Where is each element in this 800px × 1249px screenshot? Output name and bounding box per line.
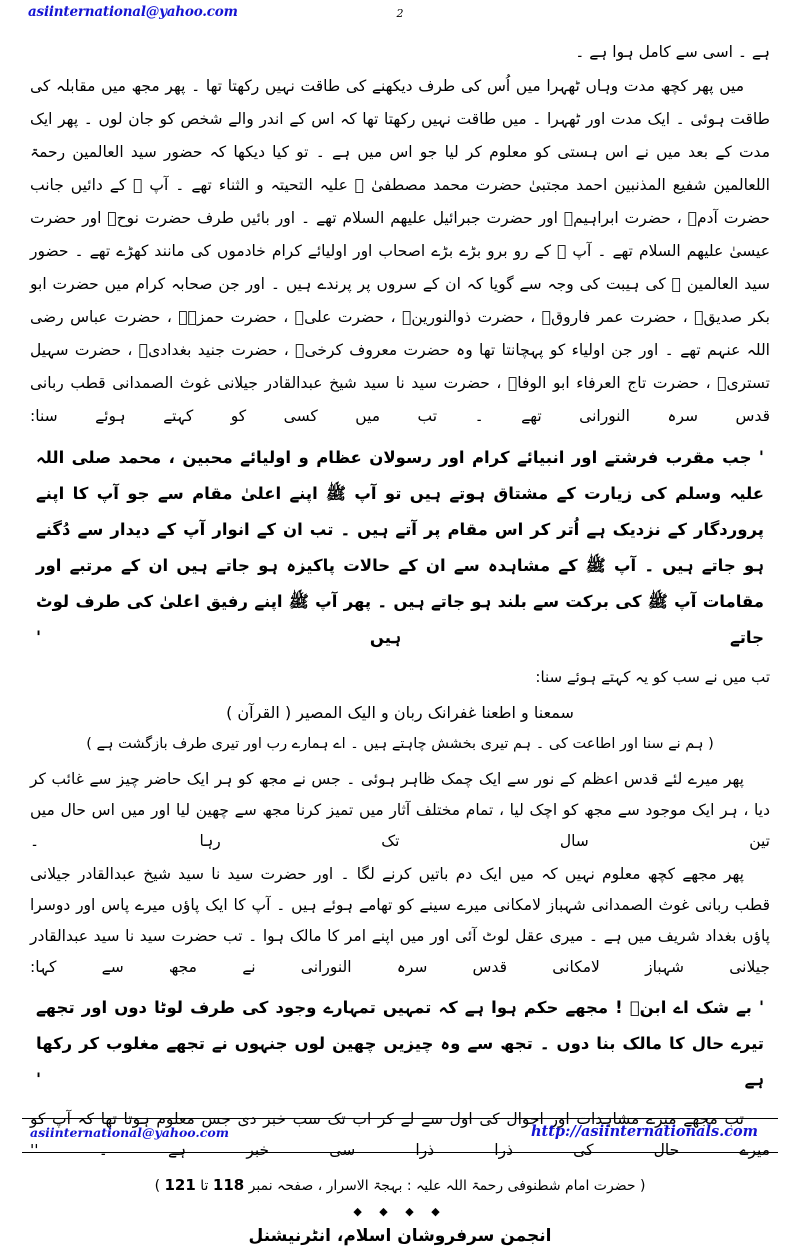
body-paragraph-1: میں پھر کچھ مدت وہاں ٹھہرا میں اُس کی طرف دیکھنے کی طاقت نہیں رکھتا تھا ۔ پھر مجھ میں مقابلہ کی طاقت ہوئی ۔ ایک مدت اور ٹھہرا ۔ میں طاقت نہیں رکھتا تھا کہ اس کے اندر والے شخص کو جان لوں ۔ پھر ایک مدت کے بعد میں نے اس ہستی کو معلوم کر لیا جو اس میں ہے ۔ تو کیا دیکھا کہ حضور سید العالمین رحمۃ اللعالمین شفیع المذنبین احمد مجتبیٰ حضرت محمد مصطفیٰ ﷺ علیہ التحیتہ و الثناء تھے ۔ آپ ﷺ کے دائیں جانب حضرت آدمؑ ، حضرت ابراہیمؑ اور حضرت جبرائیل علیھم السلام تھے ۔ اور بائیں طرف حضرت نوحؑ اور حضرت عیسیٰ علیھم السلام تھے ۔ آپ ﷺ کے رو برو بڑے بڑے اصحاب اور اولیائے کرام خادموں کی مانند کھڑے تھے ۔ حضور سید العالمین ﷺ کی ہیبت کی وجہ سے گویا کہ ان کے سروں پر پرندے ہیں ۔ اور جن صحابہ کرام میں حضرت ابو بکر صدیقؓ ، حضرت عمر فاروقؓ ، حضرت ذوالنورینؓ ، حضرت علیؓ ، حضرت حمزہؓ ، حضرت عباس رضی اللہ عنہم تھے ۔ اور جن اولیاء کو پہچانتا تھا وہ حضرت معروف کرخیؒ ، حضرت جنید بغدادیؒ ، حضرت سہیل تستریؒ ، حضرت تاج العرفاء ابو الوفاؒ ، حضرت سید نا سید شیخ عبدالقادر جیلانی غوث الصمدانی قطب ربانی قدس سرہ النورانی تھے ۔ تب میں کسی کو کہتے ہوئے سنا: (30, 77, 770, 425)
body-paragraph-3: پھر مجھے کچھ معلوم نہیں کہ میں ایک دم باتیں کرنے لگا ۔ اور حضرت سید نا سید شیخ عبدالقادر جیلانی قطب ربانی غوث الصمدانی شہباز لامکانی میرے سینے کو تھامے ہوئے ہیں ۔ آپ کا ایک پاؤں میرے پاس اور دوسرا پاؤں بغداد شریف میں ہے ۔ میری عقل لوٹ آئی اور میں اپنے امر کا مالک ہوا ۔ تب حضرت سید نا سید عبدالقادر جیلانی شہباز لامکانی قدس سرہ النورانی نے مجھ سے کہا: (30, 865, 770, 976)
document-body (30, 38, 770, 1249)
citation-page-from: 118 (212, 1176, 245, 1194)
after-quote-one-line: تب میں نے سب کو یہ کہتے ہوئے سنا: (535, 668, 770, 686)
quoted-passage-1: ' جب مقرب فرشتے اور انبیائے کرام اور رسولان عظام و اولیائے محبین ، محمد صلی اللہ علیہ وسلم کی زیارت کے مشتاق ہوتے ہیں تو آپ ﷺ اپنے اعلیٰ مقام سے جو آپ کا اپنے پروردگار کے نزدیک ہے اُتر کر اس مقام پر آتے ہیں ۔ تب ان کے انوار آپ کے دیدار سے دُگنے ہو جاتے ہیں ۔ آپ ﷺ کے مشاہدہ سے ان کے حالات پاکیزہ ہو جاتے ہیں ان کے مرتبے اور مقامات آپ ﷺ کی برکت سے بلند ہو جاتے ہیں ۔ پھر آپ ﷺ اپنے رفیق اعلیٰ کی طرف لوٹ جاتے ہیں ' (36, 448, 764, 647)
quoted-passage-2: ' بے شک اے ابنؒ ! مجھے حکم ہوا ہے کہ تمہیں تمہارے وجود کی طرف لوٹا دوں اور تجھے تیرے حال کا مالک بنا دوں ۔ تجھ سے وہ چیزیں چھین لوں جنہوں نے تجھے مغلوب کر رکھا ہے ' (36, 998, 765, 1089)
citation-page-to: 121 (164, 1176, 196, 1194)
quran-quote: سمعنا و اطعنا غفرانک ربان و الیک المصیر ( القرآن ) (226, 703, 574, 722)
closing-paragraph: تب مجھے میرے مشاہدات اور احوال کی اول سے لے کر اب تک سب خبر دی جس معلوم ہوتا تھا کہ آپ کو میرے حال کی ذرا ذرا سی خبر ہے ۔ '' (30, 1110, 770, 1159)
diamond-separator-icon: ◆ ◆ ◆ ◆ (353, 1205, 447, 1218)
page-number: 2 (396, 7, 404, 20)
footer-website-link[interactable]: http://asiinternationals.com (530, 1123, 758, 1140)
page-header (0, 4, 800, 32)
source-citation (30, 1172, 770, 1199)
page-footer (0, 1118, 800, 1174)
organization-name: انجمن سرفروشان اسلام، انٹرنیشنل (248, 1226, 552, 1246)
body-paragraph-2: پھر میرے لئے قدس اعظم کے نور سے ایک چمک ظاہر ہوئی ۔ جس نے مجھ کو ہر ایک حاضر چیز سے غائب کر دیا ، ہر ایک موجود سے مجھ کو اچک لیا ، تمام مختلف آثار میں تمیز کرنا مجھ سے چھین لیا اور میں اس حال میں تین سال تک رہا ۔ (30, 770, 770, 850)
citation-prefix: ( حضرت امام شطنوفی رحمۃ اللہ علیہ : بہجۃ الاسرار ، صفحہ نمبر (248, 1178, 646, 1194)
citation-suffix: ) (154, 1178, 161, 1194)
citation-page-separator: تا (200, 1178, 209, 1194)
header-email-link[interactable]: asiinternational@yahoo.com (28, 4, 238, 20)
footer-rule-bottom (22, 1152, 778, 1153)
opening-line: ہے ۔ اسی سے کامل ہوا ہے ۔ (575, 43, 770, 61)
footer-rule-top (22, 1118, 778, 1119)
footer-email-link[interactable]: asiinternational@yahoo.com (30, 1125, 229, 1140)
quran-translation: ( ہم نے سنا اور اطاعت کی ۔ ہم تیری بخشش چاہتے ہیں ۔ اے ہمارے رب اور تیری طرف بازگشت ہے ) (86, 736, 714, 752)
